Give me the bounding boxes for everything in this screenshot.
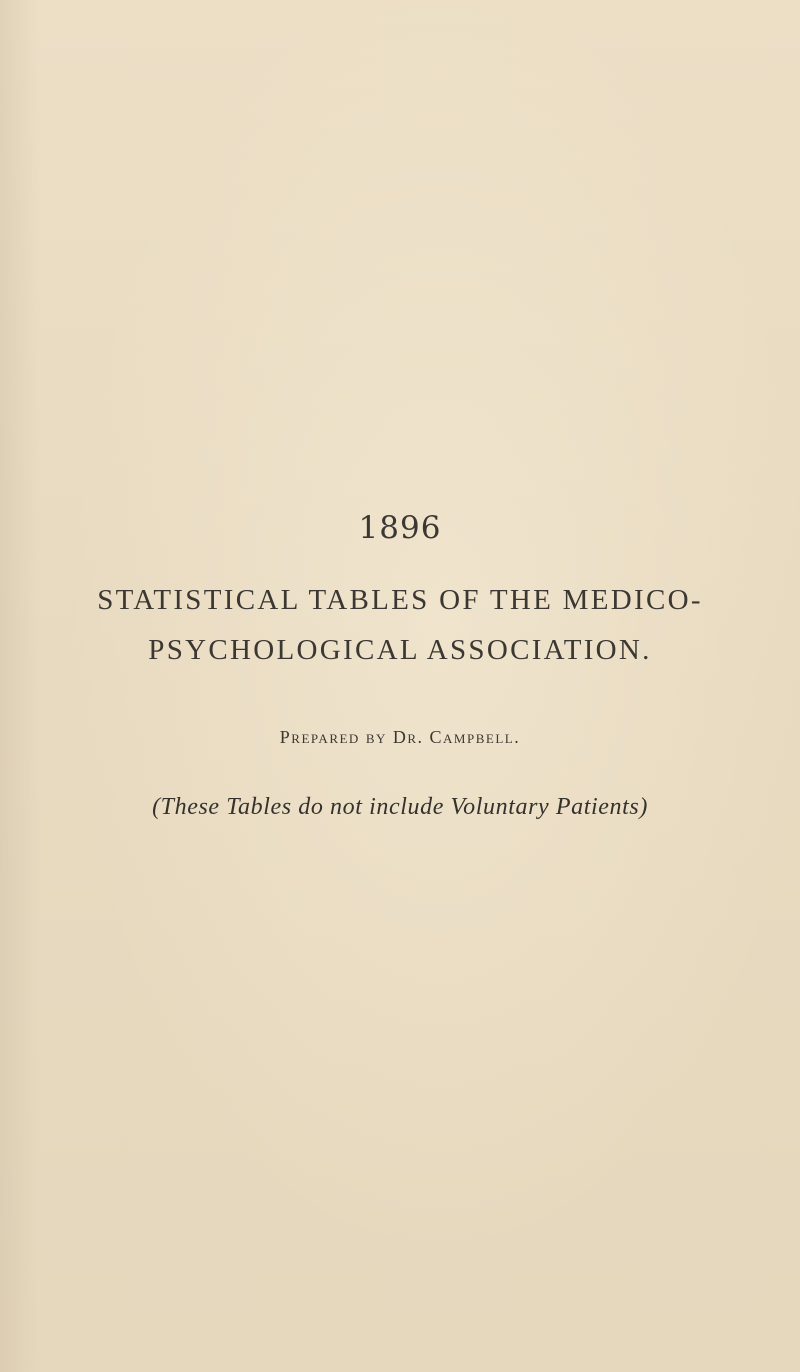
document-title-line-1: STATISTICAL TABLES OF THE MEDICO- — [97, 584, 703, 616]
document-title-line-2: PSYCHOLOGICAL ASSOCIATION. — [148, 634, 652, 666]
document-year: 1896 — [358, 510, 442, 546]
prepared-by-line: Prepared by Dr. Campbell. — [279, 727, 521, 747]
exclusion-note: (These Tables do not include Voluntary Patients) — [152, 794, 648, 820]
